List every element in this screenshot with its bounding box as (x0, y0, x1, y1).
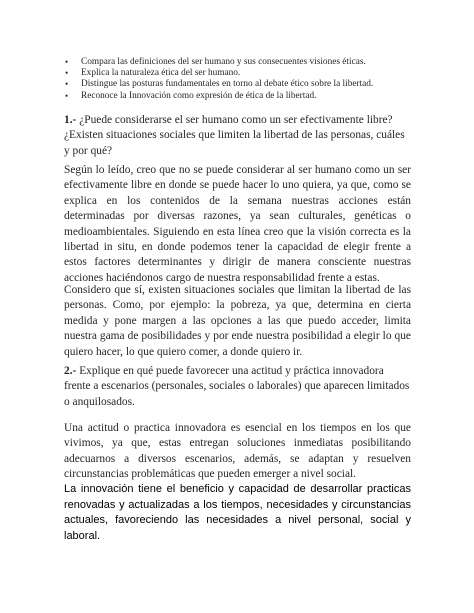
answer-2-paragraph-2: La innovación tiene el beneficio y capacidad de desarrollar practicas renovadas y actualizadas a los tiempos, necesidades y circunstancias actuales, favoreciendo las necesidades a nivel personal, social y laboral. (64, 483, 411, 542)
bullet-icon: • (65, 57, 69, 67)
question-2-text: Explique en qué puede favorecer una actitud y práctica innovadora frente a escenarios (personales, sociales o laborales) que aparecen limitados o anquilosados. (64, 365, 410, 408)
objective-item (64, 57, 444, 68)
question-1 (64, 113, 411, 159)
bullet-icon: • (65, 68, 69, 79)
bullet-icon: • (65, 90, 69, 101)
objective-item (64, 91, 444, 102)
objective-text: Explica la naturaleza ética del ser humano. (81, 68, 241, 79)
answer-1-paragraph-2: Considero que sí, existen situaciones sociales que limitan la libertad de las personas. Como, por ejemplo: la pobreza, ya que, determina en cierta medida y pone margen a las opciones a las que puedo acceder, limita nuestra gama de posibilidades y por ende nuestra posibilidad a elegir lo que quiero hacer, lo que quiero comer, a donde quiero ir. (64, 284, 411, 358)
objective-text: Distingue las posturas fundamentales en torno al debate ético sobre la libertad. (81, 79, 374, 90)
bullet-icon: • (65, 79, 69, 90)
answer-1-paragraph-1: Según lo leído, creo que no se puede considerar al ser humano como un ser efectivamente libre en donde se puede hacer lo uno quiera, ya que, como se explica en los contenidos de la semana nuestras acciones están determinadas por diversas razones, ya sean culturales, genéticas o medioambientales. Siguiendo en esta línea creo que la visión correcta es la libertad in situ, en donde podemos tener la capacidad de elegir frente a estos factores determinantes y dirigir de manera consciente nuestras acciones haciéndonos cargo de nuestra responsabilidad frente a estas. (64, 164, 411, 284)
question-1-text: ¿Puede considerarse el ser humano como un ser efectivamente libre? ¿Existen situaciones sociales que limiten la libertad de las personas, cuáles y por qué? (64, 114, 405, 157)
objectives-list (64, 57, 444, 102)
question-1-number: 1.- (64, 114, 77, 126)
answer-2-paragraph-1: Una actitud o practica innovadora es esencial en los tiempos en los que vivimos, ya que, estas entregan soluciones inmediatas posibilitando adecuarnos a diversos escenarios, además, se adaptan y resuelven circunstancias problemáticas que pueden emerger a nivel social. (64, 422, 411, 481)
objective-text: Compara las definiciones del ser humano y sus consecuentes visiones éticas. (81, 57, 366, 67)
objective-item (64, 68, 444, 79)
objective-item (64, 79, 444, 90)
objective-text: Reconoce la Innovación como expresión de ética de la libertad. (81, 90, 317, 101)
question-2-number: 2.- (64, 365, 77, 377)
question-2 (64, 364, 411, 410)
